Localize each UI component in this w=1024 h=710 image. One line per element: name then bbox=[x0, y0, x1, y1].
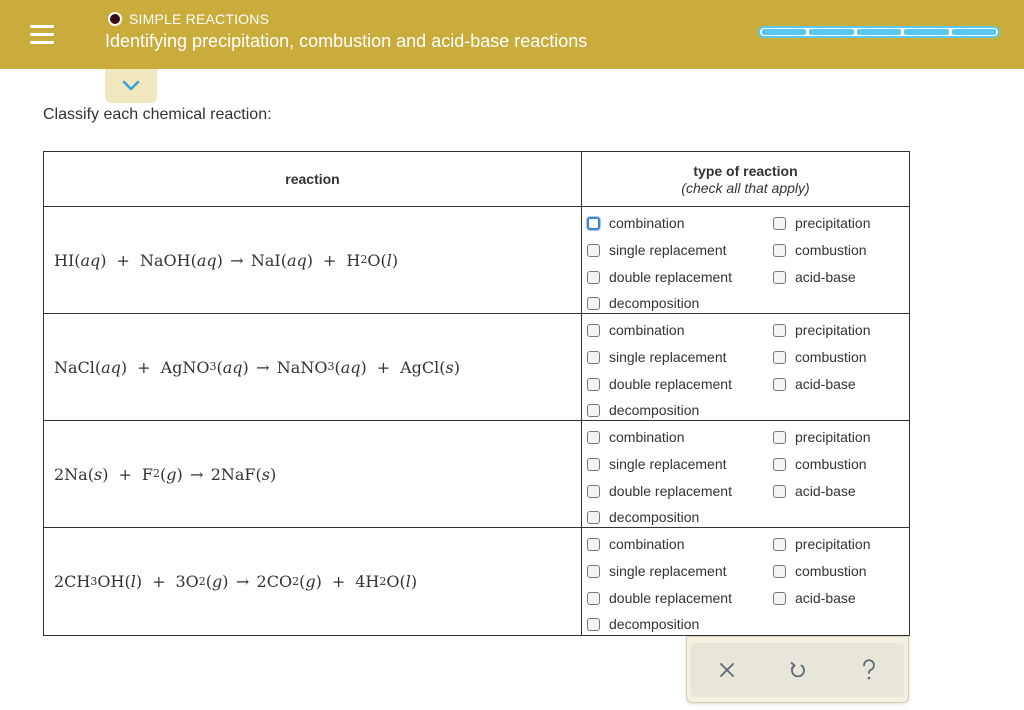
undo-button[interactable] bbox=[762, 643, 833, 697]
checkbox[interactable] bbox=[773, 351, 786, 364]
option-combination[interactable] bbox=[587, 322, 685, 338]
checkbox[interactable] bbox=[773, 324, 786, 337]
equation-state: aq bbox=[101, 357, 121, 377]
equation-state: s bbox=[93, 464, 103, 484]
equation-state: l bbox=[405, 572, 411, 591]
equation-text: + bbox=[152, 572, 166, 591]
reaction-arrow: → bbox=[256, 357, 270, 377]
option-single-replacement[interactable] bbox=[587, 563, 727, 579]
option-label: combustion bbox=[795, 456, 867, 472]
option-label: double replacement bbox=[609, 376, 732, 392]
topic-label bbox=[108, 11, 269, 27]
equation-text: NaI( bbox=[250, 250, 287, 270]
checkbox[interactable] bbox=[587, 538, 600, 551]
option-label: combination bbox=[609, 322, 685, 338]
checkbox[interactable] bbox=[587, 244, 600, 257]
equation-text: NaCl( bbox=[54, 357, 102, 377]
option-combination[interactable] bbox=[587, 429, 685, 445]
help-icon bbox=[860, 659, 878, 681]
progress-segment bbox=[857, 29, 901, 35]
reaction-type-options bbox=[582, 528, 909, 635]
equation-text: ) bbox=[216, 250, 223, 270]
option-label: double replacement bbox=[609, 590, 732, 606]
help-button[interactable] bbox=[833, 643, 904, 697]
equation-text: ( bbox=[334, 357, 341, 377]
checkbox[interactable] bbox=[773, 217, 786, 230]
option-single-replacement[interactable] bbox=[587, 456, 727, 472]
equation-text: ) bbox=[102, 464, 109, 484]
checkbox[interactable] bbox=[587, 217, 600, 230]
checkbox[interactable] bbox=[587, 351, 600, 364]
page-title: Identifying precipitation, combustion and acid-base reactions bbox=[105, 31, 588, 51]
equation-text: ) bbox=[222, 572, 229, 591]
checkbox[interactable] bbox=[773, 538, 786, 551]
equation-text: + bbox=[118, 464, 132, 484]
option-precipitation[interactable] bbox=[773, 215, 871, 231]
equation-text: H bbox=[346, 250, 361, 270]
reaction-equation: 2Na( s ) + F 2 ( g ) → 2NaF( s ) bbox=[44, 421, 582, 527]
equation-text: 2Na( bbox=[54, 464, 94, 484]
reaction-arrow: → bbox=[190, 464, 204, 484]
option-combination[interactable] bbox=[587, 215, 685, 231]
header-type bbox=[582, 152, 909, 207]
reaction-arrow: → bbox=[235, 572, 250, 591]
equation-text: + bbox=[137, 357, 151, 377]
option-decomposition[interactable] bbox=[587, 509, 699, 525]
option-acid-base[interactable] bbox=[773, 269, 856, 285]
option-double-replacement[interactable] bbox=[587, 376, 732, 392]
option-decomposition[interactable] bbox=[587, 402, 699, 418]
equation-text: OH( bbox=[97, 572, 131, 591]
option-acid-base[interactable] bbox=[773, 376, 856, 392]
reaction-row bbox=[44, 207, 909, 314]
option-combustion[interactable] bbox=[773, 456, 867, 472]
header-reaction: reaction bbox=[44, 152, 582, 207]
reaction-arrow: → bbox=[230, 250, 244, 270]
equation-text: HI( bbox=[54, 250, 81, 270]
progress-bar bbox=[758, 26, 1000, 38]
option-label: single replacement bbox=[609, 349, 727, 365]
option-precipitation[interactable] bbox=[773, 429, 871, 445]
equation-text: 3O bbox=[175, 572, 199, 591]
toolbar-buttons bbox=[691, 643, 904, 697]
equation-state: l bbox=[386, 250, 392, 270]
option-combination[interactable] bbox=[587, 536, 685, 552]
x-icon bbox=[719, 662, 735, 678]
option-acid-base[interactable] bbox=[773, 590, 856, 606]
checkbox[interactable] bbox=[773, 431, 786, 444]
instruction-text: Classify each chemical reaction: bbox=[43, 106, 272, 123]
checkbox[interactable] bbox=[587, 324, 600, 337]
option-label: precipitation bbox=[795, 536, 871, 552]
header-type-subtitle: (check all that apply) bbox=[681, 180, 810, 196]
equation-text: ) bbox=[315, 572, 322, 591]
checkbox[interactable] bbox=[587, 404, 600, 417]
equation-text: ) bbox=[100, 250, 107, 270]
equation-text: 4H bbox=[355, 572, 380, 591]
equation-state: aq bbox=[80, 250, 101, 270]
equation-text: ) bbox=[135, 572, 143, 591]
checkbox[interactable] bbox=[587, 431, 600, 444]
reaction-equation: 2CH 3 OH( l ) + 3O 2 ( g ) → 2CO 2 ( g ) + 4H 2 O( l ) bbox=[44, 528, 582, 635]
checkbox[interactable] bbox=[587, 458, 600, 471]
equation-text: ) bbox=[391, 250, 399, 270]
reaction-type-options bbox=[582, 207, 909, 313]
option-label: precipitation bbox=[795, 215, 871, 231]
option-label: decomposition bbox=[609, 509, 700, 525]
checkbox[interactable] bbox=[773, 458, 786, 471]
collapse-header-button[interactable] bbox=[105, 69, 157, 103]
option-label: acid-base bbox=[795, 269, 856, 285]
equation-state: aq bbox=[196, 250, 217, 270]
equation-state: g bbox=[212, 572, 223, 591]
checkbox[interactable] bbox=[773, 565, 786, 578]
equation-state: g bbox=[166, 464, 177, 484]
option-label: decomposition bbox=[609, 616, 700, 632]
equation-state: l bbox=[130, 572, 136, 591]
reaction-type-options bbox=[582, 314, 909, 420]
equation-text: ) bbox=[306, 250, 313, 270]
checkbox[interactable] bbox=[587, 565, 600, 578]
equation-text: 2CH bbox=[54, 572, 91, 591]
equation-text: + bbox=[376, 357, 391, 377]
option-combustion[interactable] bbox=[773, 563, 867, 579]
equation-state: aq bbox=[286, 250, 307, 270]
checkbox[interactable] bbox=[587, 378, 600, 391]
equation-text: ( bbox=[299, 572, 306, 591]
equation-text: ) bbox=[120, 357, 128, 377]
equation-text: 2CO bbox=[256, 572, 293, 591]
equation-text: 2NaF( bbox=[210, 464, 262, 484]
option-label: combination bbox=[609, 215, 685, 231]
reaction-row bbox=[44, 421, 909, 528]
checkbox[interactable] bbox=[587, 618, 600, 631]
equation-text: ) bbox=[360, 357, 367, 377]
option-combustion[interactable] bbox=[773, 242, 867, 258]
progress-segment bbox=[952, 29, 996, 35]
reaction-equation: HI( aq ) + NaOH( aq ) → NaI( aq ) + H 2 O( l ) bbox=[44, 207, 582, 313]
equation-text: ) bbox=[410, 572, 418, 591]
equation-state: g bbox=[305, 572, 316, 591]
progress-segment bbox=[809, 29, 853, 35]
equation-text: ) bbox=[269, 464, 277, 484]
reaction-equation: NaCl( aq ) + AgNO 3 ( aq ) → NaNO 3 ( aq ) + AgCl( s ) bbox=[44, 314, 582, 420]
undo-icon bbox=[788, 660, 808, 680]
option-single-replacement[interactable] bbox=[587, 349, 727, 365]
equation-state: aq bbox=[222, 357, 243, 377]
option-acid-base[interactable] bbox=[773, 483, 856, 499]
equation-text: NaNO bbox=[276, 357, 328, 377]
option-label: combustion bbox=[795, 242, 867, 258]
equation-text: ( bbox=[205, 572, 213, 591]
chevron-down-icon bbox=[121, 80, 141, 92]
option-label: single replacement bbox=[609, 563, 727, 579]
equation-state: s bbox=[261, 464, 270, 484]
option-label: combustion bbox=[795, 349, 867, 365]
option-label: precipitation bbox=[795, 322, 871, 338]
equation-state: s bbox=[445, 357, 454, 377]
menu-button[interactable] bbox=[0, 0, 84, 69]
option-precipitation[interactable] bbox=[773, 536, 871, 552]
reaction-row bbox=[44, 314, 909, 421]
option-label: acid-base bbox=[795, 590, 856, 606]
option-label: double replacement bbox=[609, 483, 732, 499]
option-decomposition[interactable] bbox=[587, 295, 699, 311]
option-label: combustion bbox=[795, 563, 867, 579]
equation-text: + bbox=[322, 250, 337, 270]
equation-text: + bbox=[116, 250, 130, 270]
checkbox[interactable] bbox=[587, 297, 600, 310]
reaction-table bbox=[43, 151, 910, 636]
checkbox[interactable] bbox=[773, 592, 786, 605]
checkbox[interactable] bbox=[587, 511, 600, 524]
clear-button[interactable] bbox=[691, 643, 762, 697]
progress-segment bbox=[904, 29, 948, 35]
option-precipitation[interactable] bbox=[773, 322, 871, 338]
option-label: single replacement bbox=[609, 456, 727, 472]
checkbox[interactable] bbox=[773, 244, 786, 257]
answer-toolbar bbox=[686, 636, 909, 703]
option-label: single replacement bbox=[609, 242, 727, 258]
reaction-type-options bbox=[582, 421, 909, 527]
option-label: double replacement bbox=[609, 269, 732, 285]
option-label: acid-base bbox=[795, 483, 856, 499]
checkbox[interactable] bbox=[773, 378, 786, 391]
equation-text: AgNO bbox=[160, 357, 210, 377]
equation-text: NaOH( bbox=[139, 250, 197, 270]
checkbox[interactable] bbox=[587, 271, 600, 284]
equation-text: ) bbox=[176, 464, 183, 484]
option-label: combination bbox=[609, 429, 685, 445]
equation-text: ) bbox=[242, 357, 249, 377]
option-label: combination bbox=[609, 536, 685, 552]
topic-text: SIMPLE REACTIONS bbox=[129, 11, 270, 27]
topic-dot-icon bbox=[108, 12, 122, 26]
header-bar bbox=[0, 0, 1024, 69]
equation-text: ( bbox=[216, 357, 223, 377]
option-label: decomposition bbox=[609, 295, 700, 311]
option-label: precipitation bbox=[795, 429, 871, 445]
checkbox[interactable] bbox=[773, 485, 786, 498]
checkbox[interactable] bbox=[587, 485, 600, 498]
hamburger-icon bbox=[30, 20, 54, 49]
equation-text: + bbox=[331, 572, 346, 591]
option-label: decomposition bbox=[609, 402, 700, 418]
equation-text: F bbox=[141, 464, 153, 484]
equation-text: O( bbox=[367, 250, 387, 270]
option-double-replacement[interactable] bbox=[587, 269, 732, 285]
progress-segment bbox=[762, 29, 806, 35]
option-single-replacement[interactable] bbox=[587, 242, 727, 258]
option-combustion[interactable] bbox=[773, 349, 867, 365]
equation-text: O( bbox=[386, 572, 406, 591]
equation-state: aq bbox=[340, 357, 361, 377]
option-label: acid-base bbox=[795, 376, 856, 392]
checkbox[interactable] bbox=[773, 271, 786, 284]
equation-text: ) bbox=[453, 357, 460, 377]
equation-text: ( bbox=[159, 464, 167, 484]
option-double-replacement[interactable] bbox=[587, 590, 732, 606]
header-type-title: type of reaction bbox=[693, 163, 798, 179]
option-double-replacement[interactable] bbox=[587, 483, 732, 499]
checkbox[interactable] bbox=[587, 592, 600, 605]
reaction-row bbox=[44, 528, 909, 635]
option-decomposition[interactable] bbox=[587, 616, 699, 632]
equation-text: AgCl( bbox=[400, 357, 446, 377]
